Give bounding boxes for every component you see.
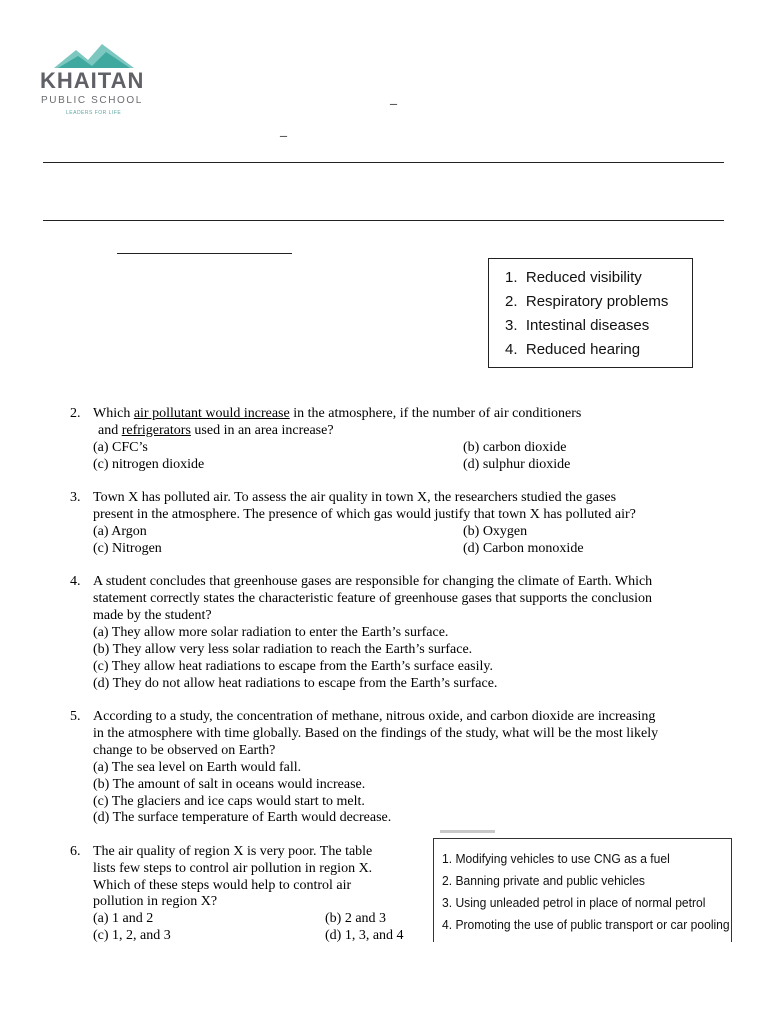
q5-option-d: (d) The surface temperature of Earth would decrease. bbox=[93, 810, 392, 825]
q5-text-line: According to a study, the concentration of methane, nitrous oxide, and carbon dioxide are increasing bbox=[93, 709, 656, 724]
mountain-logo-icon bbox=[54, 44, 134, 70]
q4-option-b: (b) They allow very less solar radiation to reach the Earth’s surface. bbox=[93, 642, 473, 657]
q5-option-c: (c) The glaciers and ice caps would start to melt. bbox=[93, 794, 365, 809]
q2-number: 2. bbox=[70, 406, 81, 421]
q2-text-line2: and refrigerators used in an area increase? bbox=[98, 423, 334, 438]
q3-number: 3. bbox=[70, 490, 81, 505]
effects-list-box bbox=[488, 258, 693, 368]
q6-option-a: (a) 1 and 2 bbox=[93, 911, 154, 926]
pollution-steps-box bbox=[433, 838, 732, 942]
q2-option-d: (d) sulphur dioxide bbox=[463, 457, 571, 472]
q5-text-line: change to be observed on Earth? bbox=[93, 743, 276, 758]
steps-list-item: 4. Promoting the use of public transport or car pooling bbox=[442, 917, 730, 932]
q5-number: 5. bbox=[70, 709, 81, 724]
q4-number: 4. bbox=[70, 574, 81, 589]
q6-text-line: Which of these steps would help to control air bbox=[93, 878, 352, 893]
effects-list-item: 4. Reduced hearing bbox=[505, 341, 641, 358]
q4-text-line: A student concludes that greenhouse gases are responsible for changing the climate of Earth. Which bbox=[93, 574, 653, 589]
divider-short bbox=[117, 253, 292, 254]
q3-text-line: present in the atmosphere. The presence of which gas would justify that town X has polluted air? bbox=[93, 507, 636, 522]
q6-text-line: pollution in region X? bbox=[93, 894, 218, 909]
q6-text-line: lists few steps to control air pollution in region X. bbox=[93, 861, 373, 876]
q4-option-d: (d) They do not allow heat radiations to escape from the Earth’s surface. bbox=[93, 676, 498, 691]
q6-option-b: (b) 2 and 3 bbox=[325, 911, 387, 926]
q3-option-d: (d) Carbon monoxide bbox=[463, 541, 584, 556]
steps-list-item: 3. Using unleaded petrol in place of normal petrol bbox=[442, 895, 706, 910]
q5-option-a: (a) The sea level on Earth would fall. bbox=[93, 760, 302, 775]
q6-text-line: The air quality of region X is very poor. The table bbox=[93, 844, 373, 859]
effects-list-item: 2. Respiratory problems bbox=[505, 293, 669, 310]
school-tagline: LEADERS FOR LIFE bbox=[66, 110, 122, 116]
q6-number: 6. bbox=[70, 844, 81, 859]
q2-text-line1: Which air pollutant would increase in the atmosphere, if the number of air conditioners bbox=[93, 406, 582, 421]
q2-option-c: (c) nitrogen dioxide bbox=[93, 457, 205, 472]
q5-option-b: (b) The amount of salt in oceans would increase. bbox=[93, 777, 366, 792]
q3-option-c: (c) Nitrogen bbox=[93, 541, 162, 556]
q2-option-a: (a) CFC’s bbox=[93, 440, 148, 455]
q3-option-a: (a) Argon bbox=[93, 524, 147, 539]
school-logo bbox=[40, 44, 152, 120]
header-mark-1: _ bbox=[390, 92, 397, 107]
q6-option-d: (d) 1, 3, and 4 bbox=[325, 928, 404, 943]
q4-text-line: made by the student? bbox=[93, 608, 212, 623]
school-subtitle: PUBLIC SCHOOL bbox=[41, 95, 143, 106]
q3-text-line: Town X has polluted air. To assess the air quality in town X, the researchers studied the gases bbox=[93, 490, 617, 505]
q4-text-line: statement correctly states the characteristic feature of greenhouse gases that supports the conclusion bbox=[93, 591, 653, 606]
steps-list-item: 1. Modifying vehicles to use CNG as a fuel bbox=[442, 851, 670, 866]
q6-option-c: (c) 1, 2, and 3 bbox=[93, 928, 171, 943]
steps-list-item: 2. Banning private and public vehicles bbox=[442, 873, 645, 888]
q4-option-a: (a) They allow more solar radiation to enter the Earth’s surface. bbox=[93, 625, 449, 640]
effects-list-item: 1. Reduced visibility bbox=[505, 269, 642, 286]
divider-top bbox=[43, 162, 724, 163]
q3-option-b: (b) Oxygen bbox=[463, 524, 528, 539]
header-mark-2: _ bbox=[280, 124, 287, 139]
divider-middle bbox=[43, 220, 724, 221]
steps-table-caption-fragment bbox=[440, 826, 495, 834]
q5-text-line: in the atmosphere with time globally. Based on the findings of the study, what will be the most likely bbox=[93, 726, 659, 741]
q2-option-b: (b) carbon dioxide bbox=[463, 440, 567, 455]
effects-list-item: 3. Intestinal diseases bbox=[505, 317, 650, 334]
school-name: KHAITAN bbox=[40, 68, 145, 93]
q4-option-c: (c) They allow heat radiations to escape from the Earth’s surface easily. bbox=[93, 659, 494, 674]
